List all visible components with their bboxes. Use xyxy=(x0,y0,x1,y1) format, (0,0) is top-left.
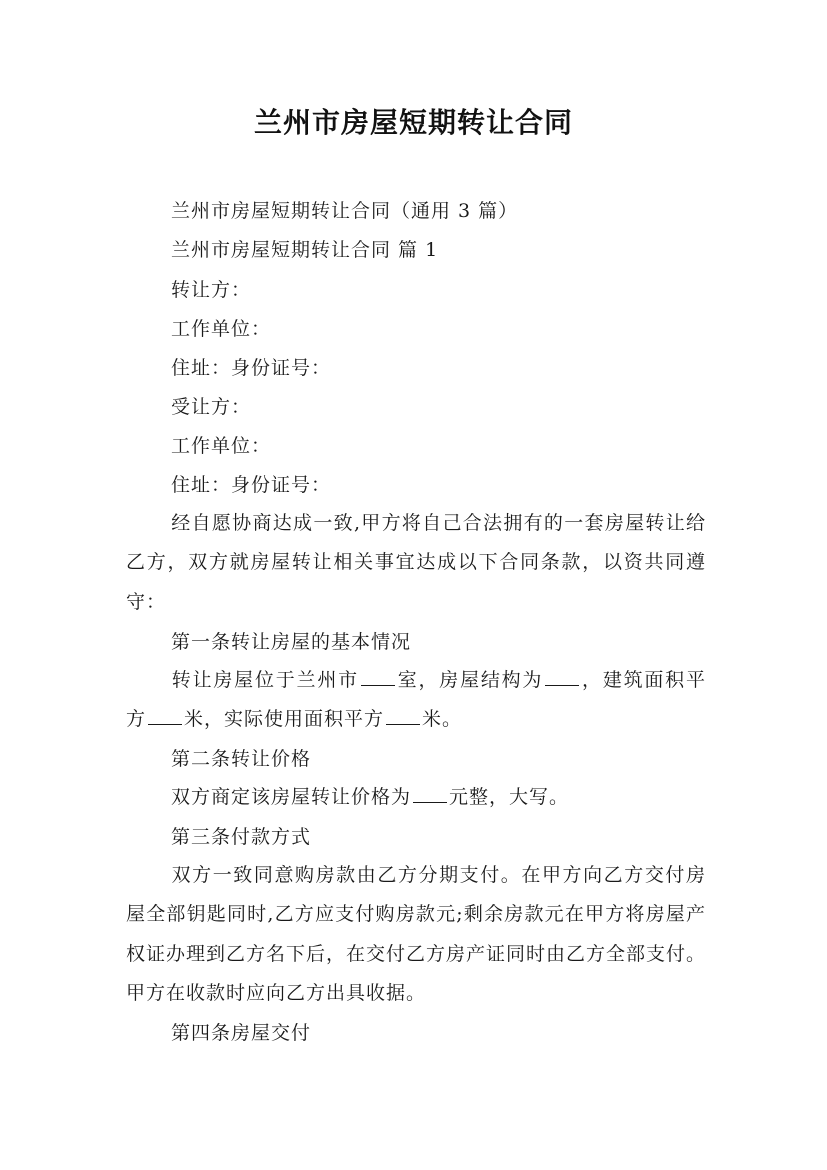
article-4-title: 第四条房屋交付 xyxy=(171,1022,312,1044)
transferor-label: 转让方： xyxy=(171,279,252,301)
article-1-text-4: 米，实际使用面积平方 xyxy=(184,708,385,731)
intro-paragraph xyxy=(126,504,706,622)
article-1-body xyxy=(126,661,706,740)
address-id-label: 住址：身份证号： xyxy=(171,357,332,379)
article-2-body xyxy=(126,778,706,817)
blank-line xyxy=(148,708,182,725)
address-id-label-2: 住址：身份证号： xyxy=(171,474,332,496)
article-1-text-2: 室，房屋结构为 xyxy=(396,669,544,691)
intro-text: 经自愿协商达成一致,甲方将自己合法拥有的一套房屋转让给乙方，双方就房屋转让相关事宜达成以下合同条款，以资共同遵守： xyxy=(126,512,706,613)
article-3-text: 双方一致同意购房款由乙方分期支付。在甲方向乙方交付房屋全部钥匙同时,乙方应支付购房款元;剩余房款元在甲方将房屋产权证办理到乙方名下后，在交付乙方房产证同时由乙方全部支付。甲方在收款时应向乙方出具收据。 xyxy=(126,864,707,1004)
document-title: 兰州市房屋短期转让合同 xyxy=(253,106,573,139)
blank-line xyxy=(386,708,420,725)
article-2-text-2: 元整，大写。 xyxy=(449,786,570,808)
blank-line xyxy=(361,669,395,686)
article-1-title: 第一条转让房屋的基本情况 xyxy=(171,631,412,653)
article-1-text-1: 转让房屋位于兰州市 xyxy=(171,669,359,691)
section-heading: 兰州市房屋短期转让合同 篇 1 xyxy=(171,239,439,261)
work-unit-label-2: 工作单位： xyxy=(171,435,272,457)
article-2-text-1: 双方商定该房屋转让价格为 xyxy=(171,786,412,808)
subtitle-line: 兰州市房屋短期转让合同（通用 3 篇） xyxy=(171,200,519,222)
work-unit-label: 工作单位： xyxy=(171,318,272,340)
transferee-label: 受让方： xyxy=(171,396,252,418)
article-3-body xyxy=(126,856,706,1013)
article-3-title: 第三条付款方式 xyxy=(171,826,312,848)
article-1-text-3: ，建筑面积平方 xyxy=(126,669,706,731)
blank-line xyxy=(413,786,447,803)
article-2-title: 第二条转让价格 xyxy=(171,748,312,770)
blank-line xyxy=(545,669,579,686)
article-1-text-5: 米。 xyxy=(422,708,463,731)
